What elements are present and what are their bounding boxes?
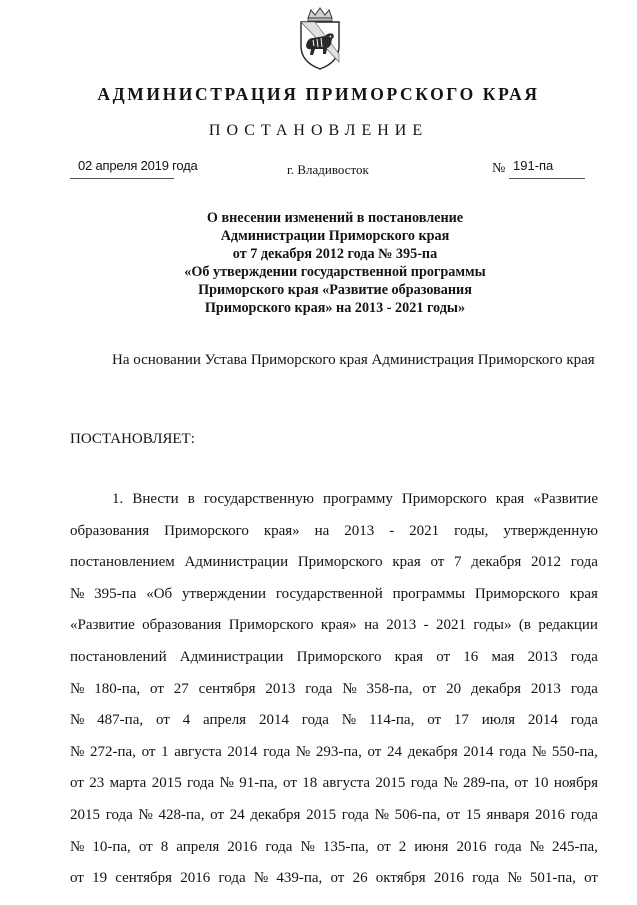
body-word: ноября xyxy=(553,775,598,792)
body-word: 2016 xyxy=(180,870,211,887)
body-line xyxy=(70,642,598,674)
body-word: 2 xyxy=(398,838,407,855)
body-word: 487-па, xyxy=(97,712,144,729)
body-line xyxy=(70,610,598,642)
body-word: 2016 xyxy=(433,870,464,887)
body-word: постановлением xyxy=(70,554,175,571)
body-word: декабря xyxy=(407,743,458,760)
body-word: декабря xyxy=(470,680,522,697)
body-word: 2014 xyxy=(463,743,494,760)
body-word: на xyxy=(314,522,330,539)
body-word: 2016 xyxy=(227,838,258,855)
body-word: № xyxy=(70,838,85,855)
body-word: образования xyxy=(142,617,222,634)
body-word: № xyxy=(70,585,85,602)
body-word: 10 xyxy=(533,775,549,792)
body-word: края xyxy=(569,585,598,602)
body-word: от xyxy=(141,743,156,760)
body-word: года xyxy=(570,712,598,729)
body-word: Приморского xyxy=(164,522,249,539)
body-word: июня xyxy=(414,838,449,855)
body-word: августа xyxy=(174,743,222,760)
body-word: года xyxy=(341,806,369,823)
body-word: 2015 xyxy=(375,775,406,792)
body-word: годы, xyxy=(454,522,489,539)
body-word: 4 xyxy=(182,712,191,729)
body-word: «Развитие xyxy=(533,491,598,507)
body-word: редакции xyxy=(538,617,598,634)
body-word: от xyxy=(446,806,461,823)
body-word: от xyxy=(210,806,224,823)
document-number: 191-па xyxy=(513,158,554,173)
body-line xyxy=(70,516,598,548)
body-word: 2016 xyxy=(535,806,566,823)
body-word: края xyxy=(394,648,424,665)
body-word: края xyxy=(495,491,525,507)
body-word: от xyxy=(70,775,84,792)
body-word: - xyxy=(423,617,429,634)
body-word: апреля xyxy=(203,712,247,729)
body-word: Приморского xyxy=(296,648,382,665)
body-word: № xyxy=(342,680,357,697)
body-word: № xyxy=(219,775,234,792)
title-line: «Об утверждении государственной программы xyxy=(184,264,486,280)
body-word: 2016 xyxy=(456,838,487,855)
body-word: образования xyxy=(70,522,150,539)
body-word: № xyxy=(70,712,85,729)
body-word: года xyxy=(570,806,598,823)
body-word: 18 xyxy=(302,775,318,792)
body-word: от xyxy=(427,712,442,729)
body-word: от xyxy=(376,838,391,855)
body-word: года xyxy=(301,712,329,729)
body-word: года xyxy=(494,838,522,855)
body-word: № xyxy=(374,806,389,823)
body-word: 550-па, xyxy=(551,743,598,760)
body-word: 2021 xyxy=(409,522,440,539)
body-line xyxy=(70,674,598,706)
number-label: № xyxy=(492,161,506,176)
body-word: 16 xyxy=(463,648,479,665)
body-word: 245-па, xyxy=(551,838,598,855)
body-word: 428-па, xyxy=(158,806,205,823)
body-word: года xyxy=(570,648,598,665)
body-word: 2012 xyxy=(531,554,562,571)
body-word: утвержденную xyxy=(503,522,598,539)
body-word: постановлений xyxy=(70,648,167,665)
body-word: 2014 xyxy=(227,743,258,760)
preamble-paragraph: На основании Устава Приморского края Администрация Приморского края xyxy=(112,352,595,368)
body-word: 24 xyxy=(387,743,403,760)
body-word: 17 xyxy=(453,712,469,729)
body-line xyxy=(70,547,598,579)
body-word: года xyxy=(499,743,527,760)
body-word: Администрации xyxy=(179,648,284,665)
body-word: утверждении xyxy=(182,585,266,602)
body-word: 114-па, xyxy=(368,712,415,729)
title-line: Администрации Приморского края xyxy=(220,228,450,244)
document-type: ПОСТАНОВЛЕНИЕ xyxy=(208,122,429,139)
body-word: 1 xyxy=(161,743,169,760)
body-word: 2014 xyxy=(258,712,289,729)
body-word: 2015 xyxy=(306,806,337,823)
body-word: - xyxy=(389,522,395,539)
body-word: Администрации xyxy=(184,554,289,571)
body-word: от xyxy=(430,554,445,571)
authority-name: АДМИНИСТРАЦИЯ ПРИМОРСКОГО КРАЯ xyxy=(97,84,540,104)
body-word: 27 xyxy=(173,680,189,697)
body-line xyxy=(70,863,598,895)
body-word: года xyxy=(187,775,215,792)
body-word: № xyxy=(529,838,544,855)
body-word: января xyxy=(486,806,530,823)
body-word: 2015 xyxy=(151,775,182,792)
body-word: № xyxy=(70,743,85,760)
title-line: Приморского края «Развитие образования xyxy=(198,282,472,298)
body-word: от xyxy=(367,743,382,760)
body-word: от xyxy=(150,680,164,697)
body-word: 501-па, xyxy=(529,870,576,887)
body-word: программу xyxy=(323,491,393,507)
body-line xyxy=(70,484,598,516)
body-word: 19 xyxy=(92,870,108,887)
body-word: 2013 xyxy=(265,680,296,697)
body-word: 439-па, xyxy=(276,870,323,887)
body-word: 7 xyxy=(454,554,462,571)
body-word: 2013 xyxy=(527,648,558,665)
body-word: 358-па, xyxy=(366,680,413,697)
body-word: 23 xyxy=(89,775,105,792)
body-word: от xyxy=(283,775,297,792)
body-word: Приморского xyxy=(401,491,487,507)
body-word: края xyxy=(392,554,421,571)
body-word: года xyxy=(570,554,598,571)
body-word: сентября xyxy=(115,870,173,887)
body-word: годы» xyxy=(473,617,512,634)
body-word: 2015 xyxy=(70,806,100,823)
body-word: 10-па, xyxy=(92,838,131,855)
body-word: 289-па, xyxy=(462,775,509,792)
body-word: года xyxy=(218,870,246,887)
body-word: 272-па, xyxy=(89,743,136,760)
body-word: 26 xyxy=(352,870,368,887)
body-word: мая xyxy=(491,648,515,665)
document-date-field xyxy=(70,158,198,179)
body-word: 180-па, xyxy=(94,680,141,697)
body-word: Приморского xyxy=(228,617,314,634)
primorsky-krai-coat-of-arms-icon xyxy=(295,6,345,72)
body-word: 506-па, xyxy=(394,806,441,823)
body-word: декабря xyxy=(471,554,522,571)
body-line xyxy=(70,800,598,832)
body-word: № xyxy=(531,743,547,760)
body-word: «Развитие xyxy=(70,617,135,634)
body-word: Приморского xyxy=(474,585,560,602)
body-word: декабря xyxy=(250,806,301,823)
body-word: 2013 xyxy=(344,522,375,539)
body-line xyxy=(70,579,598,611)
body-word: (в xyxy=(518,617,531,634)
body-word: «Об xyxy=(146,585,173,602)
body-word: № xyxy=(295,743,311,760)
body-word: от xyxy=(514,775,529,792)
body-word: сентября xyxy=(198,680,256,697)
body-line xyxy=(70,832,598,864)
body-word: от xyxy=(155,712,170,729)
body-word: № xyxy=(341,712,357,729)
body-word: от xyxy=(70,870,84,887)
body-word: 15 xyxy=(465,806,481,823)
body-word: года xyxy=(265,838,293,855)
body-word: года xyxy=(263,743,291,760)
body-word: Приморского xyxy=(297,554,383,571)
body-word: № xyxy=(443,775,458,792)
body-word: № xyxy=(507,870,522,887)
body-word: 2014 xyxy=(527,712,558,729)
document-title xyxy=(100,209,570,317)
body-word: 20 xyxy=(446,680,462,697)
title-line: Приморского края» на 2013 - 2021 годы» xyxy=(204,300,466,316)
body-line xyxy=(70,737,598,769)
body-word: государственную xyxy=(203,491,314,507)
body-word: 293-па, xyxy=(315,743,362,760)
body-word: августа xyxy=(322,775,371,792)
body-word: 91-па, xyxy=(239,775,278,792)
body-word: 2021 xyxy=(436,617,467,634)
title-line: О внесении изменений в постановление xyxy=(206,210,464,226)
body-word: года xyxy=(305,680,333,697)
body-word: июля xyxy=(481,712,516,729)
body-word: года xyxy=(570,680,598,697)
body-word: 24 xyxy=(229,806,245,823)
body-line xyxy=(70,768,598,800)
body-word: края» xyxy=(320,617,357,634)
body-word: № xyxy=(138,806,153,823)
body-word: в xyxy=(187,491,195,507)
body-word: от xyxy=(138,838,153,855)
body-word: 2013 xyxy=(530,680,561,697)
body-word: № xyxy=(253,870,269,887)
document-number-field xyxy=(509,158,585,179)
body-word: от xyxy=(584,870,598,887)
body-word: октября xyxy=(375,870,426,887)
body-word: от xyxy=(330,870,345,887)
body-word: 135-па, xyxy=(322,838,369,855)
title-line: от 7 декабря 2012 года № 395-па xyxy=(232,246,438,262)
body-word: года xyxy=(472,870,500,887)
document-date: 02 апреля 2019 года xyxy=(78,158,198,173)
body-word: края» xyxy=(263,522,300,539)
decree-word: ПОСТАНОВЛЯЕТ: xyxy=(70,431,195,447)
body-line xyxy=(70,705,598,737)
body-word: № xyxy=(70,680,85,697)
body-word: программы xyxy=(392,585,466,602)
body-word: № xyxy=(300,838,315,855)
document-city: г. Владивосток xyxy=(287,162,369,177)
body-word: марта xyxy=(109,775,147,792)
body-word: 8 xyxy=(160,838,169,855)
body-word: от xyxy=(422,680,437,697)
body-word: года xyxy=(410,775,438,792)
body-word: года xyxy=(105,806,133,823)
body-word: Внести xyxy=(132,491,179,507)
body-word: 1. xyxy=(112,491,124,507)
body-word: 395-па xyxy=(94,585,137,602)
body-word: апреля xyxy=(176,838,220,855)
body-word: на xyxy=(364,617,379,634)
body-paragraph xyxy=(70,484,598,895)
body-word: от xyxy=(436,648,451,665)
body-word: государственной xyxy=(275,585,383,602)
body-word: 2013 xyxy=(386,617,417,634)
